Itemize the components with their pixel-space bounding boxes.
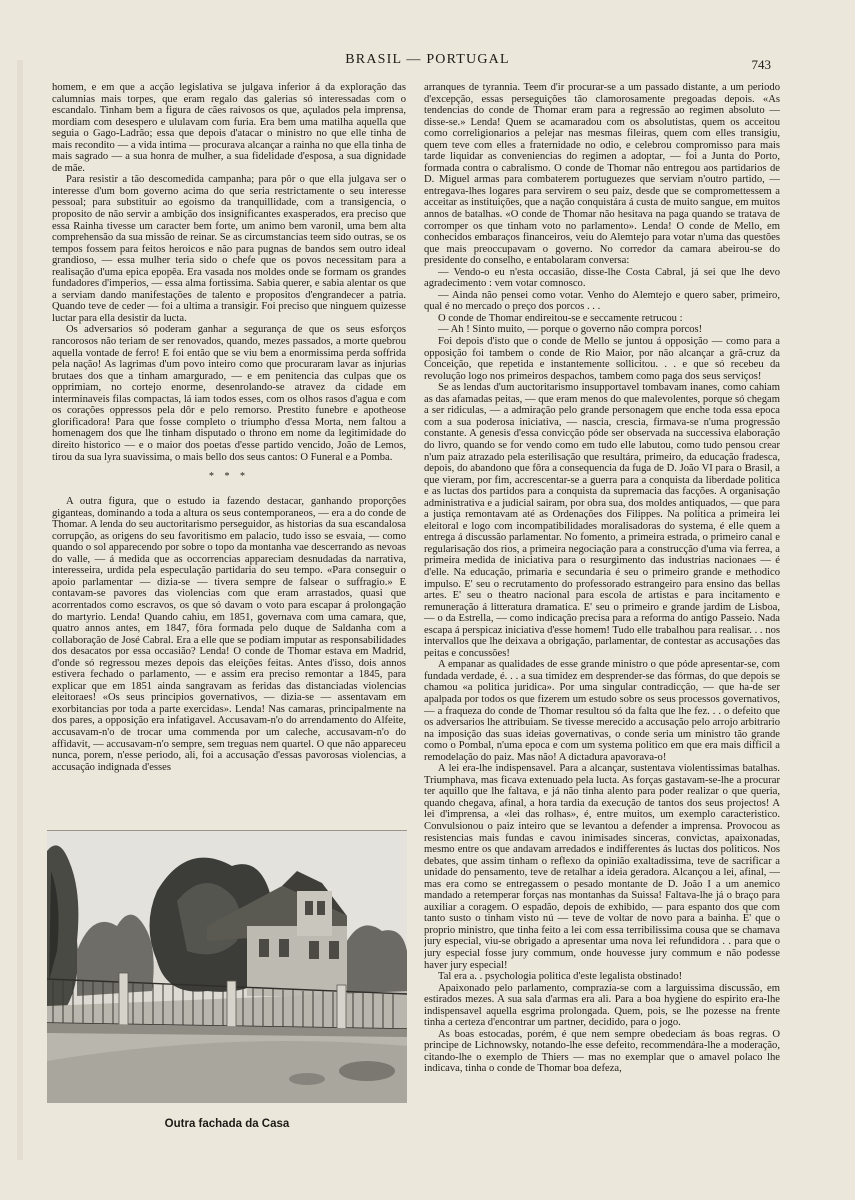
paragraph: arranques de tyrannia. Teem d'ir procurar-se a um passado distante, a um periodo d'excepção, essas perseguições tão clamorosamente pregoadas depois. «As tendencias do conde de Thomar eram para a regressão ao regimen absoluto — disse-se.» Lenda! Quem se acamaradou com os absolutistas, quem os acceitou como correligionarios a pelejar nas mesmas fileiras, quem com elles transigiu, quem teve com elles a fraternidade no odio, e celebrou compromisso para mais tarde liquidar as conveniencias do regimen a adoptar, — foi a Junta do Porto, formada contra o cabralismo. O conde de Thomar não entregou aos partidarios de D. Miguel armas para combaterem portuguezes que serviam n'outro partido, — entregava-lhes logares para servirem o seu paiz, desde que se compromettessem a acceitar as instituições, que a nação conquistára á custa de muito sangue, em muitos annos de batalhas. «O conde de Thomar não hesitava na paga quando se tratava de corromper os que tinham voto no parlamento». Lenda! O conde de Mello, em conhecidos embaraços financeiros, veiu do Alemtejo para votar n'uma das questões que mais preoccupavam o governo. No corredor da camara abeirou-se do presidente do conselho, e entabolaram conversa: — [424, 82, 780, 267]
section-ornament: * * * — [209, 471, 249, 483]
paragraph: Tal era a. . psychologia politica d'este legalista obstinado! — [438, 971, 683, 983]
paragraph: — Ainda não pensei como votar. Venho do Alemtejo e quero saber, primeiro, qual é no mercado o preço dos porcos . . . — [424, 289, 780, 313]
paragraph: Os adversarios só poderam ganhar a segurança de que os seus esforços rancorosos não teriam de ser renovados, quando, mezes passados, a morte quebrou aquella vontade de ferro! E foi então que se viu bem a enormissima perda soffrida pela nação! As lagrimas d'um povo inteiro como que procuraram lavar as injurias brutaes dos que a tinham amargurado, — e em penitencia das culpas que os opprimiam, no cortejo enorme, desenrolando-se atravez da cidade em interminaveis filas compactas, lá iam todos esses, com os olhos rasos d'agua e com os corações oppressos pela dôr e pelo remorso. Prestito funebre e apotheose glorificadora! Para que fosse completo o triumpho d'essa Morta, nem faltou a homenagem dos que lhe tinham disputado o throno em nome da legitimidade do direito historico — e o maior dos poetas d'esse partido vencido, João de Lemos, tirou da sua lyra suavissima, o mais bello dos seus cantos: O Funeral e a Pomba. — [52, 324, 406, 463]
paragraph: Apaixonado pelo parlamento, comprazia-se com a larguissima discussão, em estirados mezes. A sua sala d'armas era ali. Para a boa hygiene do espirito era-lhe indispensavel aquella esgrima prolongada. Quem, pois, se lhe pozesse na frente tinha a certeza d'encontrar um partner, decidido, para o jogo. — [424, 982, 780, 1029]
right-column — [424, 82, 780, 1142]
house-photograph — [47, 830, 407, 1103]
paragraph: homem, e em que a acção legislativa se julgava inferior á da exploração das calumnias mais torpes, que eram regalo das galerias só interessadas com o escandalo. Tinham bem a figura de cães raivosos os que, açulados pela imprensa, mordiam com desespero e ululavam com furia. Era bem uma matilha aquella que seguia o Gago-Ladrão; essa que depois d'atacar o ministro no que elle tinha de mais recondito — a vida intima — procurava alcançar a rainha no que ella tinha de mais sagrado — a sua honra de mulher, a sua fidelidade d'esposa, a sua dignidade de mãe. — [52, 82, 406, 174]
paragraph: O conde de Thomar endireitou-se e seccamente retrucou : — [438, 312, 683, 324]
paragraph: Para resistir a tão descomedida campanha; para pôr o que ella julgava ser o interesse d'um bom governo acima do que seria restrictamente o seu interesse pessoal; para substituir ao egoismo da tranquillidade, com a transigencia, o proposito de não servir a ambição dos insignificantes exasperados, era preciso que essa Rainha tivesse um caracter bem forte, um animo bem varonil, uma bem alta comprehensão da sua missão de reinar. Se as circumstancias teem sido outras, se os tempos fossem para feitos heroicos e não para pugnas de bandos sem outro ideal grandioso, — essa mulher teria sido o chefe que os povos necessitam para a realisação d'uma epica epopêa. Era vasada nos moldes onde se formam os grandes fundadores d'imperios, — essa alma fortissima. Sabia querer, e sabia alentar os que a serviam dando manifestações de talento e propositos d'engrandecer a patria. Quando teve de ceder — foi a ultima a transigir. Foi preciso que ninguem quizesse luctar para ella desistir da lucta. — [52, 174, 406, 324]
binding-gutter — [17, 60, 23, 1160]
page-header — [0, 52, 855, 72]
running-title: BRASIL — PORTUGAL — [345, 52, 510, 67]
paragraph: As boas estocadas, porém, é que nem sempre obedeciam ás boas regras. O principe de Lichnowsky, notando-lhe esse defeito, recommendára-lhe a moderação, citando-lhe o exemplo de Thiers — mas no exemplar que o amavel polaco lhe indicava, tinha o conde de Thomar boa defeza, — [424, 1028, 780, 1075]
page-number: 743 — [751, 57, 771, 72]
paragraph: A lei era-lhe indispensavel. Para a alcançar, sustentava violentissimas batalhas. Triumphava, mas ficava extenuado pela lucta. As forças gastavam-se-lhe a procurar ter aquillo que lhe faltava, e já não tinha alento para poder realizar o que queria, quando chegava, afinal, a hora tardia da execução de tantos dos seus projectos! A lei d'imprensa, a «lei das rolhas», é, entre muitos, um exemplo caracteristico. Convulsionou o paiz inteiro que se levantou a defender a imprensa. Provocou as resistencias mais fundas e cavou inimisades sinceras, convictas, apaixonadas, mesmo entre os que andavam arredados e indifferentes ás luctas dos politicos. Nos debates, que assim tinham o reflexo da opinião exaltadissima, teve de sacrificar a unidade do pensamento, teve de retalhar a ideia geradora. Alcançou a lei, afinal, — mas era como se entregassem o pesado montante de D. João I a um anemico mandado a retemperar forças nas montanhas da Suissa! Faltava-lhe já o braço para auxiliar a coragem. O espadão, depois de exhibido, — para espanto dos que com tanto susto o tinham visto nú — teve de voltar de novo para a bainha. E' que o proprio ministro, que tinha feito a lei com essa terribilissima cousa que se chamava jury especial, viu-se obrigado a apresentar uma nova lei refundidora . . para que o jury especial fosse jury commum, onde houvesse jury commum e não podesse haver jury especial! — [424, 763, 780, 971]
paragraph: — Ah ! Sinto muito, — porque o governo não compra porcos! — [438, 324, 703, 336]
paragraph: — Vendo-o eu n'esta occasião, disse-lhe Costa Cabral, já sei que lhe devo agradecimento : vem votar comnosco. — [424, 266, 780, 290]
paragraph: Se as lendas d'um auctoritarismo insupportavel tombavam inanes, como cahiam as das afamadas peitas, — que eram menos do que malevolentes, porque só chegam a ser ridiculas, — a admiração pelo grande personagem que enche toda essa epoca com a sua poderosa iniciativa, — nascia, crescia, firmava-se n'uma progressão constante. A genesis d'essa convicção póde ser observada na successiva elaboração do livro, quando se for vendo como em tudo elle labutou, como tudo pensou crear n'um paiz atrazado pela esterilisação que resultára, primeiro, da educação fradesca, depois, do abandono que fôra a consequencia da fuga de D. João VI para o Brasil, a que vieram, por fim, accrescentar-se a guerra para a conquista da liberdade politica e as luctas dos partidos para a conquista da supremacia das facções. A organisação administrativa e a judicial sairam, por obra sua, dos moldes antiquados, — que para a justiça remontavam até as Ordenações dos Filippes. Na politica a primeira lei eleitoral e logo com incompatibilidades moralisadoras do systema, é elle quem a entrega á discussão parlamentar. No fomento, a primeira estrada, o primeiro canal e regularisação dos rios, a primeira negociação para a construcção d'uma via ferrea, a primeira medida de iniciativa para o resurgimento das industrias nacionaes — é d'elle. Na educação, primaria e secundaria é seu o primeiro grande e methodico impulso. E' seu o recrutamento do professorado estrangeiro para ensino das bellas artes. E' seu o theatro nacional para escola de artistas e para incitamento e remuneração á litteratura dramatica. E' seu o primeiro e grande jardim de Lisboa, — o da Estrella, — como indicação precisa para a reforma do antigo Passeio. Nada escapa á perspicaz iniciativa d'esse homem! Tudo elle trabalhou para realisar. . . nos intervallos que lhe deixava a obrigação, parlamentar, de contestar as accusações das peitas e concussões! — [424, 382, 780, 659]
paragraph: A empanar as qualidades de esse grande ministro o que póde apresentar-se, com fundada verdade, é. . . a sua timidez em desprender-se das fórmas, do que depois se chamou «a politica juridica». Por uma singular contradicção, — que ha-de ser apalpada por todos os que fizerem um estudo sobre os seus processos governativos, — a fraqueza do conde de Thomar resultou só da falta que lhe fez. . . o defeito que os adversarios lhe attribuiam. Se tivesse merecido a accusação pelo arrojo arbitrario na imposição das suas ideias governativas, o conde seria um ministro tão grande como o Pombal, n'uma epoca e com um systema politico em que era mais difficil a remodelação do paiz. Mas não! A dictadura apavorava-o! — [424, 659, 780, 763]
paragraph: Foi depois d'isto que o conde de Mello se juntou á opposição — como para a opposição foi tambem o conde de Rio Maior, por não alcançar a grã-cruz da Conceição, que repetida e instantemente sollicitou. . . e que só recebeu da revolução logo nos primeiros despachos, tambem como paga dos seus serviços! — [424, 336, 780, 382]
paragraph: A outra figura, que o estudo ia fazendo destacar, ganhando proporções giganteas, dominando a toda a altura os seus contemporaneos, — era a do conde de Thomar. A lenda do seu auctoritarismo perseguidor, as historias da sua escandalosa corrupção, as origens do seu favoritismo em palacio, tudo isso se esvaia, — como quando o sol apparecendo por sobre o topo da montanha vae descerrando as nevoas do valle, — á medida que as occorrencias appareciam desnudadas da narrativa, interesseira, urdida pela especulação partidaria do seu tempo. «Para conseguir o apoio parlamentar — dizia-se — tivera sempre de falsear o suffragio.» E contavam-se pavores das violencias com que eram arrastados, quasi que acorrentados como escravos, os que só davam o voto para escapar á prolongação do martyrio. Lenda! Quando cahiu, em 1851, governava com uma camara, que, quatro annos antes, em 1847, fôra formada pelo duque de Saldanha com a collaboração de José Cabral. Era a elle que se podiam imputar as responsabilidades dos desacatos por essa occasião? Lenda! O conde de Thomar estava em Madrid, d'onde só regressou mezes depois das eleições feitas. Antes d'isso, dois annos estivera fechado o parlamento, — e assim era preciso remontar a 1845, para explicar que em 1851 ainda sangravam as feridas das distanciadas violencias eleitoraes! «Os seus principios governativos, — dizia-se — assentavam em exorbitancias por toda a parte exercidas». Lenda! Nas camaras, principalmente na dos pares, a opposição era infatigavel. Accusavam-n'o do arrendamento do Alfeite, accusavam-n'o de trocar uma commenda por um caleche, accusavam-n'o do affidavit, — accusavam-n'o sempre, sem treguas nem quartel. O que não appareceu nunca, porem, n'esse periodo, ali, foi a accusação d'essas pavorosas violencias, a accusação indignada d'esses — [52, 496, 406, 773]
photo-caption: Outra fachada da Casa — [164, 1118, 290, 1130]
